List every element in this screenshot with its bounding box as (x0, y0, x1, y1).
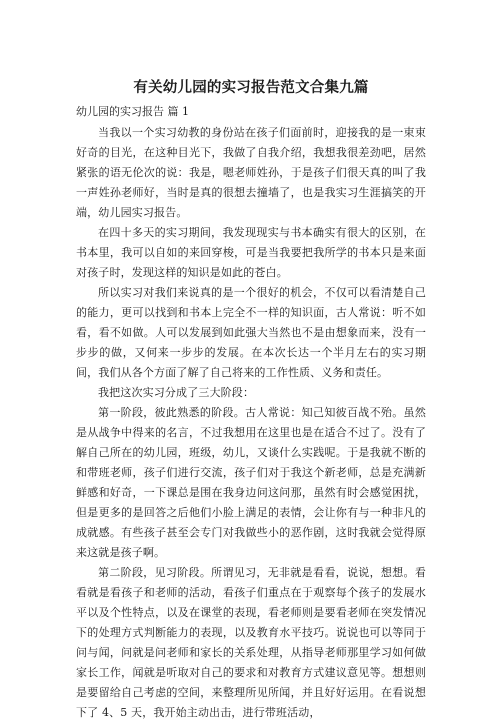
section-heading: 幼儿园的实习报告 篇 1 (76, 105, 189, 118)
paragraph-6: 第二阶段，见习阶段。所谓见习，无非就是看看，说说，想想。看看就是看孩子和老师的活动，看孩子们重点在于观察每个孩子的发展水平以及个性特点，以及在课堂的表现，看老师则是要看老师在突发情况下的处理方式判断能力的表现，以及教育水平技巧。说说也可以等同于问与闻，问就是问老师和家长的关系处理，从指导老师那里学习如何做家长工作，闻就是听取对自己的要求和对教育方式建议意见等。想想则是要留给自己考虑的空间，来整理所见所闻，并且好好运用。在看说想下了 4、5 天，我开始主动出击，进行带班活动， (76, 566, 426, 719)
paragraph-3: 所以实习对我们来说真的是一个很好的机会，不仅可以看清楚自己的能力，更可以找到和书本上完全不一样的知识面，古人常说：听不如看，看不如做。人可以发展到如此强大当然也不是由想象而来，没有一步步的做，又何来一步步的发展。在本次长达一个半月左右的实习期间，我们从各个方面了解了自己将来的工作性质、义务和责任。 (76, 286, 426, 379)
paragraph-5: 第一阶段，彼此熟悉的阶段。古人常说：知己知彼百战不殆。虽然是从战争中得来的名言，不过我想用在这里也是在适合不过了。没有了解自己所在的幼儿园，班级，幼儿，又谈什么实践呢。于是我就不断的和带班老师，孩子们进行交流，孩子们对于我这个新老师，总是充满新鲜感和好奇，一下课总是围在我身边问这问那，虽然有时会感觉困扰，但是更多的是回答之后他们小脸上满足的表情，会让你有与一种非凡的成就感。有些孩子甚至会专门对我做些小的恶作剧，这时我就会觉得原来这就是孩子啊。 (76, 406, 426, 559)
paragraph-2: 在四十多天的实习期间，我发现现实与书本确实有很大的区别，在书本里，我可以自如的来回穿梭，可是当我要把我所学的书本只是来面对孩子时，发现这样的知识是如此的苍白。 (76, 226, 426, 279)
paragraph-1: 当我以一个实习幼教的身份站在孩子们面前时，迎接我的是一束束好奇的目光，在这种目光下，我做了自我介绍，我想我很差劲吧，居然紧张的语无伦次的说：我是，嗯老师姓孙，于是孩子们很天真的叫了我一声姓孙老师好，当时是真的很想去撞墙了，也是我实习生涯搞笑的开端，幼儿园实习报告。 (76, 126, 426, 219)
document-title: 有关幼儿园的实习报告范文合集九篇 (133, 80, 369, 96)
paragraph-4: 我把这次实习分成了三大阶段： (98, 386, 255, 399)
